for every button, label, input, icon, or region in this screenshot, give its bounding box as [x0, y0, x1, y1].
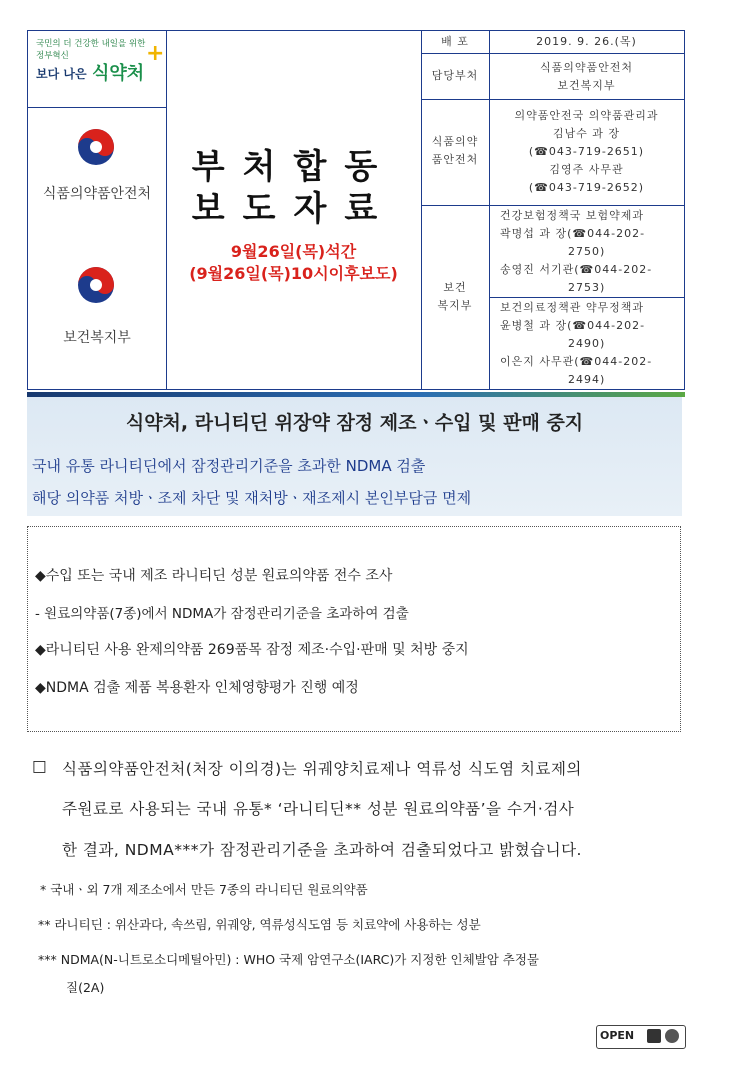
- body-line: 한 결과, NDMA***가 잠정관리기준을 초과하여 검출되었다고 밝혔습니다.: [62, 841, 582, 859]
- department-label: 담당부처: [431, 69, 479, 82]
- subheadline: [32, 455, 425, 476]
- body-line: 주원료로 사용되는 국내 유통* ‘라니티딘** 성분 원료의약품’을 수거·검사: [62, 800, 575, 818]
- agency-name-mohw: 보건복지부: [63, 330, 131, 346]
- mfds-contact-line: 김남수 과 장: [552, 127, 621, 140]
- press-release-title: 부처합동: [191, 147, 396, 187]
- government-innovation-logo: [28, 31, 166, 107]
- license-cc-icon: [647, 1029, 661, 1043]
- mfds-contact-line: (☎043-719-2652): [528, 181, 645, 194]
- mohw-contact-line: 이은지 사무관(☎044-202-: [500, 355, 653, 368]
- slogan-text: 보다 나은: [36, 67, 87, 81]
- mfds-contact-label: 식품의약: [431, 135, 479, 148]
- footnote: *** NDMA(N-니트로소디메틸아민) : WHO 국제 암연구소(IARC)가 지정한 인체발암 추정물: [38, 952, 540, 967]
- headline: 식약처, 라니티딘 위장약 잠정 제조ㆍ수입 및 판매 중지: [125, 412, 584, 434]
- subheadline-text: 국내 유통 라니티딘에서 잠정관리기준을 초과한 NDMA 검출: [32, 457, 426, 475]
- mohw-contact-line: 2494): [568, 373, 606, 386]
- distribution-date: 2019. 9. 26.(목): [536, 35, 637, 48]
- divider: [421, 205, 684, 206]
- mfds-contact-line: 김영주 사무관: [549, 163, 624, 176]
- headline-band-accent: [27, 392, 685, 397]
- footnote: * 국내ㆍ외 7개 제조소에서 만든 7종의 라니티딘 원료의약품: [40, 882, 368, 897]
- embargo-time: (9월26일(목)10시이후보도): [189, 264, 398, 283]
- divider: [421, 99, 684, 100]
- mfds-contact-label: 품안전처: [431, 153, 479, 166]
- divider: [28, 107, 166, 108]
- mfds-contact-line: 의약품안전국 의약품관리과: [514, 109, 659, 122]
- subheadline: [32, 487, 471, 508]
- body-marker: □: [32, 757, 48, 775]
- footnote: 질(2A): [66, 980, 105, 995]
- distribution-label: 배 포: [441, 35, 469, 48]
- plus-icon: +: [146, 41, 165, 66]
- summary-box: [27, 526, 681, 732]
- press-release-title: 보도자료: [191, 189, 396, 229]
- open-license-text: OPEN: [600, 1029, 635, 1042]
- taegeuk-emblem-icon: [76, 127, 116, 167]
- summary-item: ◆NDMA 검출 제품 복용환자 인체영향평가 진행 예정: [35, 680, 359, 696]
- agency-name-mfds: 식품의약품안전처: [42, 186, 152, 202]
- body-line: 식품의약품안전처(처장 이의경)는 위궤양치료제나 역류성 식도염 치료제의: [62, 760, 582, 778]
- press-release-header: [27, 30, 685, 390]
- summary-item: ◆수입 또는 국내 제조 라니티딘 성분 원료의약품 전수 조사: [35, 568, 393, 584]
- license-person-icon: [665, 1029, 679, 1043]
- slogan-text: 국민의 더 건강한 내일을 위한: [36, 39, 146, 49]
- mohw-contact-label: 보건: [443, 281, 467, 294]
- mohw-contact-label: 복지부: [437, 299, 473, 312]
- mohw-contact-line: 2753): [568, 281, 606, 294]
- taegeuk-emblem-icon: [76, 265, 116, 305]
- department-value: 보건복지부: [557, 79, 616, 92]
- mohw-contact-line: 2490): [568, 337, 606, 350]
- mohw-contact-line: 송영진 서기관(☎044-202-: [500, 263, 653, 276]
- open-license-badge: [596, 1025, 686, 1049]
- mohw-contact-line: 곽명섭 과 장(☎044-202-: [500, 227, 646, 240]
- summary-item: ◆라니티딘 사용 완제의약품 269품목 잠정 제조·수입·판매 및 처방 중지: [35, 642, 469, 658]
- mohw-contact-line: 건강보험정책국 보험약제과: [500, 209, 645, 222]
- slogan-brand: 식약처: [92, 63, 145, 84]
- mohw-contact-line: 윤병철 과 장(☎044-202-: [500, 319, 646, 332]
- mohw-contact-line: 보건의료정책관 약무정책과: [500, 301, 645, 314]
- footnote: ** 라니티딘 : 위산과다, 속쓰림, 위궤양, 역류성식도염 등 치료약에 사용하는 성분: [38, 917, 481, 932]
- slogan-text: 정부혁신: [36, 51, 69, 61]
- mohw-contact-line: 2750): [568, 245, 606, 258]
- department-value: 식품의약품안전처: [539, 61, 633, 74]
- mfds-contact-line: (☎043-719-2651): [528, 145, 645, 158]
- embargo-date: 9월26일(목)석간: [230, 242, 357, 261]
- divider: [421, 53, 684, 54]
- subheadline-text: 해당 의약품 처방ㆍ조제 차단 및 재처방ㆍ재조제시 본인부담금 면제: [32, 489, 472, 507]
- summary-subitem: - 원료의약품(7종)에서 NDMA가 잠정관리기준을 초과하여 검출: [35, 606, 409, 622]
